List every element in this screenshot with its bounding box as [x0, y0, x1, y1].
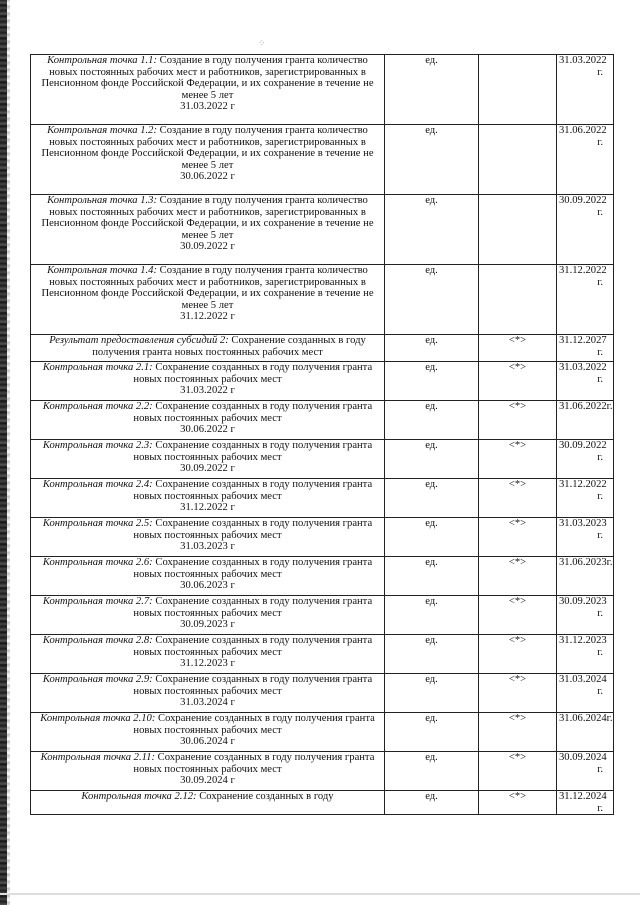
deadline-cell: 30.09.2023 г.	[557, 596, 614, 635]
point-description: Сохранение созданных в году	[199, 791, 334, 802]
point-label: Контрольная точка 2.5:	[42, 518, 153, 529]
table-row	[31, 635, 614, 674]
point-label: Контрольная точка 2.4:	[42, 479, 153, 490]
description-cell	[31, 335, 385, 362]
deadline-cell: 31.03.2022 г.	[557, 55, 614, 125]
scan-speck: ⁘	[258, 38, 266, 48]
point-label: Результат предоставления субсидий 2:	[49, 335, 229, 346]
point-date: 31.03.2022 г	[180, 101, 235, 112]
value-cell: <*>	[479, 791, 557, 815]
deadline-cell: 31.12.2022 г.	[557, 479, 614, 518]
point-label: Контрольная точка 2.1:	[42, 362, 153, 373]
point-description: Создание в году получения гранта количество новых постоянных рабочих мест и работников, зарегистрированных в Пенсионном фонде Российской Федерации, и их сохранение в течение не менее 5 лет	[41, 195, 374, 241]
point-date: 31.12.2022 г	[180, 502, 235, 513]
description-cell	[31, 518, 385, 557]
deadline-cell: 30.09.2024 г.	[557, 752, 614, 791]
point-date: 31.03.2022 г	[180, 385, 235, 396]
table-row	[31, 440, 614, 479]
value-cell: <*>	[479, 401, 557, 440]
point-description: Сохранение созданных в году получения гранта новых постоянных рабочих мест	[133, 713, 375, 736]
point-date: 30.09.2022 г	[180, 463, 235, 474]
unit-cell: ед.	[385, 596, 479, 635]
point-label: Контрольная точка 2.6:	[42, 557, 153, 568]
point-description: Сохранение созданных в году получения гранта новых постоянных рабочих мест	[133, 440, 373, 463]
description-cell	[31, 362, 385, 401]
unit-cell: ед.	[385, 518, 479, 557]
table-row	[31, 125, 614, 195]
unit-cell: ед.	[385, 362, 479, 401]
description-cell	[31, 195, 385, 265]
value-cell: <*>	[479, 635, 557, 674]
unit-cell: ед.	[385, 635, 479, 674]
unit-cell: ед.	[385, 335, 479, 362]
description-cell	[31, 596, 385, 635]
deadline-cell: 31.03.2022 г.	[557, 362, 614, 401]
unit-cell: ед.	[385, 55, 479, 125]
deadline-cell: 30.09.2022 г.	[557, 440, 614, 479]
unit-cell: ед.	[385, 479, 479, 518]
scan-edge	[0, 0, 7, 905]
point-date: 30.09.2022 г	[180, 241, 235, 252]
deadline-cell: 31.06.2022г.	[557, 401, 614, 440]
table-row	[31, 713, 614, 752]
description-cell	[31, 791, 385, 815]
point-date: 31.12.2023 г	[180, 658, 235, 669]
value-cell: <*>	[479, 440, 557, 479]
deadline-cell: 31.12.2023 г.	[557, 635, 614, 674]
table-row	[31, 674, 614, 713]
value-cell: <*>	[479, 596, 557, 635]
point-date: 30.06.2022 г	[180, 424, 235, 435]
point-date: 30.06.2024 г	[180, 736, 235, 747]
point-date: 31.03.2023 г	[180, 541, 235, 552]
description-cell	[31, 479, 385, 518]
table-row	[31, 479, 614, 518]
table-row	[31, 265, 614, 335]
page-bottom-edge	[0, 893, 640, 895]
description-cell	[31, 674, 385, 713]
unit-cell: ед.	[385, 440, 479, 479]
unit-cell: ед.	[385, 752, 479, 791]
unit-cell: ед.	[385, 557, 479, 596]
point-description: Сохранение созданных в году получения гранта новых постоянных рабочих мест	[133, 401, 373, 424]
point-label: Контрольная точка 2.2:	[42, 401, 153, 412]
description-cell	[31, 635, 385, 674]
value-cell: <*>	[479, 713, 557, 752]
unit-cell: ед.	[385, 401, 479, 440]
value-cell: <*>	[479, 362, 557, 401]
point-label: Контрольная точка 2.11:	[40, 752, 155, 763]
value-cell: <*>	[479, 557, 557, 596]
value-cell: <*>	[479, 674, 557, 713]
point-date: 30.06.2023 г	[180, 580, 235, 591]
point-label: Контрольная точка 1.4:	[47, 265, 157, 276]
point-date: 31.12.2022 г	[180, 311, 235, 322]
point-description: Создание в году получения гранта количество новых постоянных рабочих мест и работников, зарегистрированных в Пенсионном фонде Российской Федерации, и их сохранение в течение не менее 5 лет	[41, 265, 374, 311]
table-row	[31, 596, 614, 635]
value-cell: <*>	[479, 752, 557, 791]
value-cell: <*>	[479, 518, 557, 557]
point-label: Контрольная точка 2.3:	[42, 440, 153, 451]
point-description: Создание в году получения гранта количество новых постоянных рабочих мест и работников, зарегистрированных в Пенсионном фонде Российской Федерации, и их сохранение в течение не менее 5 лет	[41, 125, 374, 171]
value-cell	[479, 125, 557, 195]
description-cell	[31, 401, 385, 440]
unit-cell: ед.	[385, 125, 479, 195]
deadline-cell: 31.06.2024г.	[557, 713, 614, 752]
table-row	[31, 401, 614, 440]
value-cell	[479, 55, 557, 125]
unit-cell: ед.	[385, 674, 479, 713]
table-row	[31, 518, 614, 557]
value-cell: <*>	[479, 335, 557, 362]
value-cell	[479, 195, 557, 265]
point-date: 30.06.2022 г	[180, 171, 235, 182]
point-date: 30.09.2024 г	[180, 775, 235, 786]
table-row	[31, 335, 614, 362]
point-description: Сохранение созданных в году получения гранта новых постоянных рабочих мест	[92, 335, 366, 358]
control-points-table	[30, 54, 614, 815]
point-date: 31.03.2024 г	[180, 697, 235, 708]
point-description: Сохранение созданных в году получения гранта новых постоянных рабочих мест	[133, 518, 373, 541]
description-cell	[31, 125, 385, 195]
unit-cell: ед.	[385, 195, 479, 265]
value-cell	[479, 265, 557, 335]
point-label: Контрольная точка 2.9:	[42, 674, 153, 685]
description-cell	[31, 713, 385, 752]
point-label: Контрольная точка 1.3:	[47, 195, 157, 206]
deadline-cell: 31.03.2024 г.	[557, 674, 614, 713]
table-row	[31, 557, 614, 596]
point-label: Контрольная точка 2.10:	[40, 713, 156, 724]
point-date: 30.09.2023 г	[180, 619, 235, 630]
description-cell	[31, 752, 385, 791]
unit-cell: ед.	[385, 791, 479, 815]
table-row	[31, 791, 614, 815]
description-cell	[31, 265, 385, 335]
value-cell: <*>	[479, 479, 557, 518]
point-description: Сохранение созданных в году получения гранта новых постоянных рабочих мест	[133, 635, 373, 658]
deadline-cell: 31.06.2022 г.	[557, 125, 614, 195]
point-label: Контрольная точка 1.2:	[47, 125, 157, 136]
point-description: Сохранение созданных в году получения гранта новых постоянных рабочих мест	[133, 674, 373, 697]
point-label: Контрольная точка 1.1:	[47, 55, 157, 66]
point-description: Сохранение созданных в году получения гранта новых постоянных рабочих мест	[133, 752, 375, 775]
description-cell	[31, 440, 385, 479]
point-label: Контрольная точка 2.12:	[81, 791, 197, 802]
deadline-cell: 31.03.2023 г.	[557, 518, 614, 557]
unit-cell: ед.	[385, 265, 479, 335]
deadline-cell: 31.12.2027 г.	[557, 335, 614, 362]
deadline-cell: 30.09.2022 г.	[557, 195, 614, 265]
description-cell	[31, 557, 385, 596]
deadline-cell: 31.12.2024 г.	[557, 791, 614, 815]
point-description: Создание в году получения гранта количество новых постоянных рабочих мест и работников, зарегистрированных в Пенсионном фонде Российской Федерации, и их сохранение в течение не менее 5 лет	[41, 55, 374, 101]
deadline-cell: 31.12.2022 г.	[557, 265, 614, 335]
description-cell	[31, 55, 385, 125]
unit-cell: ед.	[385, 713, 479, 752]
point-label: Контрольная точка 2.7:	[42, 596, 153, 607]
deadline-cell: 31.06.2023г.	[557, 557, 614, 596]
point-description: Сохранение созданных в году получения гранта новых постоянных рабочих мест	[133, 557, 373, 580]
table-row	[31, 752, 614, 791]
point-description: Сохранение созданных в году получения гранта новых постоянных рабочих мест	[133, 596, 373, 619]
point-label: Контрольная точка 2.8:	[42, 635, 153, 646]
table-row	[31, 195, 614, 265]
scan-edge-shadow	[7, 0, 10, 905]
table-row	[31, 55, 614, 125]
point-description: Сохранение созданных в году получения гранта новых постоянных рабочих мест	[133, 362, 373, 385]
table-row	[31, 362, 614, 401]
point-description: Сохранение созданных в году получения гранта новых постоянных рабочих мест	[133, 479, 373, 502]
